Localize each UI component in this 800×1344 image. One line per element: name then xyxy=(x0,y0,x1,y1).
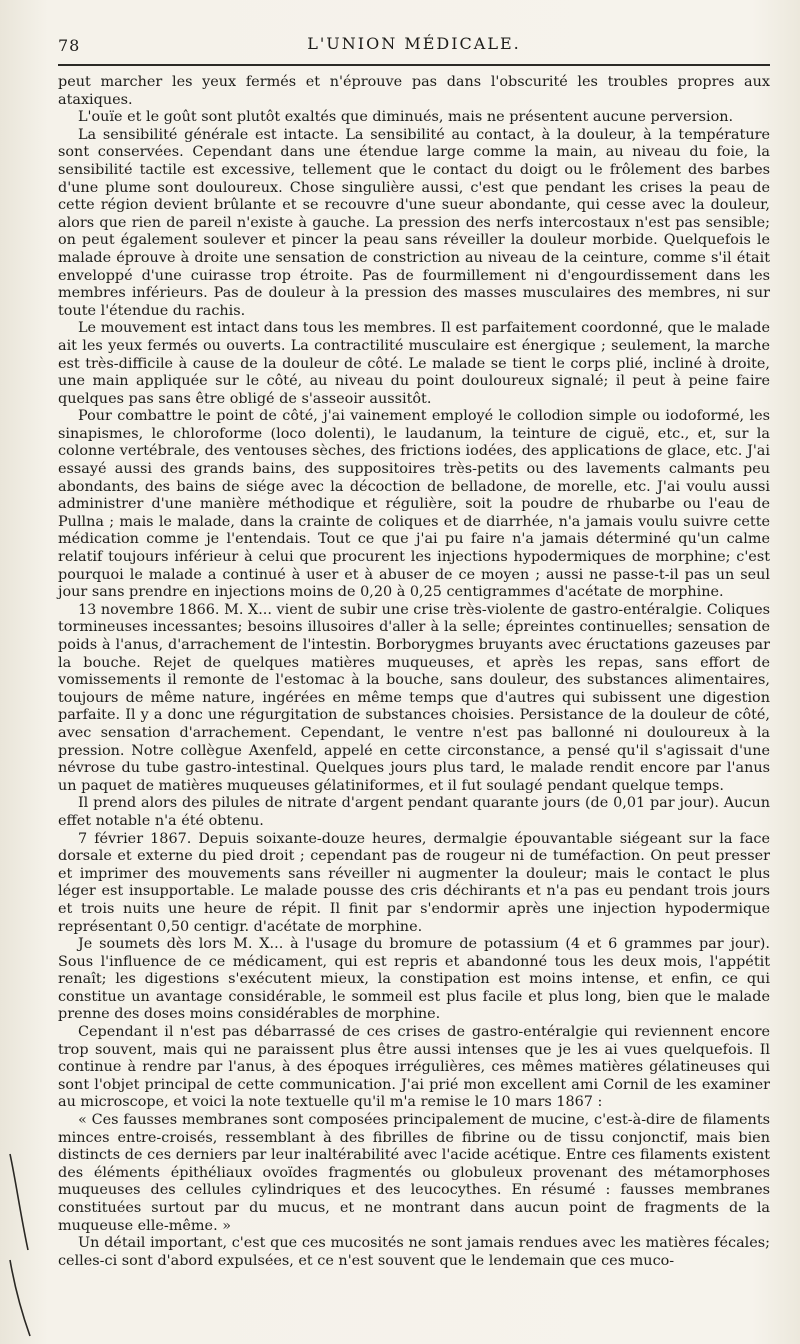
paragraph-treatment: Pour combattre le point de côté, j'ai vainement employé le collodion simple ou iodoformé, les sinapismes, le chloroforme (loco dolenti), le laudanum, la teinture de ciguë, etc., et, sur la colonne vertébrale, des ventouses sèches, des frictions iodées, des applications de glace, etc. J'ai essayé aussi des grands bains, des suppositoires très-petits ou des lavements calmants peu abondants, des bains de siége avec la décoction de belladone, de morelle, etc. J'ai voulu aussi administrer d'une manière méthodique et régulière, soit la poudre de rhubarbe ou l'eau de Pullna ; mais le malade, dans la crainte de coliques et de diarrhée, n'a jamais voulu suivre cette médication comme je l'entendais. Tout ce que j'ai pu faire n'a jamais déterminé qu'un calme relatif toujours inférieur à celui que procurent les injections hypodermiques de morphine; c'est pourquoi le malade a continué à user et à abuser de ce moyen ; aussi ne passe-t-il pas un seul jour sans prendre en injections moins de 0,20 à 0,25 centigrammes d'acétate de morphine. xyxy=(58,408,770,601)
paragraph-sensibility: La sensibilité générale est intacte. La sensibilité au contact, à la douleur, à la température sont conservées. Cependant dans une étendue large comme la main, au niveau du foie, la sensibilité tactile est excessive, tellement que le contact du doigt ou le frôlement des barbes d'une plume sont douloureux. Chose singulière aussi, c'est que pendant les crises la peau de cette région devient brûlante et se recouvre d'une sueur abondante, qui cesse avec la douleur, alors que rien de pareil n'existe à gauche. La pression des nerfs intercostaux n'est pas sensible; on peut également soulever et pincer la peau sans réveiller la douleur morbide. Quelquefois le malade éprouve à droite une sensation de constriction au niveau de la ceinture, comme s'il était enveloppé d'une cuirasse trop étroite. Pas de fourmillement ni d'engourdissement dans les membres inférieurs. Pas de douleur à la pression des masses musculaires des membres, ni sur toute l'étendue du rachis. xyxy=(58,126,770,319)
margin-pencil-mark-upper xyxy=(6,1152,36,1252)
paragraph-microscope-note: « Ces fausses membranes sont composées principalement de mucine, c'est-à-dire de filaments minces entre-croisés, ressemblant à des fibrilles de fibrine ou de tissu conjonctif, mais bien distincts de ces derniers par leur inaltérabilité avec l'acide acétique. Entre ces filaments existent des éléments épithéliaux ovoïdes fragmentés ou globuleux provenant des métamorphoses muqueuses des cellules cylindriques et des leucocythes. En résumé : fausses membranes constituées surtout par du mucus, et ne montrant dans aucun point de fragments de la muqueuse elle-même. » xyxy=(58,1112,770,1234)
paragraph-mucosities: Un détail important, c'est que ces mucosités ne sont jamais rendues avec les matières fécales; celles-ci sont d'abord expulsées, et ce n'est souvent que le lendemain que ces muco- xyxy=(58,1235,770,1269)
paragraph-movement: Le mouvement est intact dans tous les membres. Il est parfaitement coordonné, que le malade ait les yeux fermés ou ouverts. La contractilité musculaire est énergique ; seulement, la marche est très-difficile à cause de la douleur de côté. Le malade se tient le corps plié, incliné à droite, une main appliquée sur le côté, au niveau du point douloureux signalé; il peut à peine faire quelques pas sans être obligé de s'asseoir aussitôt. xyxy=(58,320,770,407)
paragraph-cornil: Cependant il n'est pas débarrassé de ces crises de gastro-entéralgie qui reviennent encore trop souvent, mais qui ne paraissent plus être aussi intenses que je les ai vues quelquefois. Il continue à rendre par l'anus, à des époques irrégulières, ces mêmes matières gélatineuses qui sont l'objet principal de cette communication. J'ai prié mon excellent ami Cornil de les examiner au microscope, et voici la note textuelle qu'il m'a remise le 10 mars 1867 : xyxy=(58,1024,770,1111)
paragraph-hearing-taste: L'ouïe et le goût sont plutôt exaltés que diminués, mais ne présentent aucune perversion. xyxy=(78,109,734,126)
page-header xyxy=(58,28,770,62)
paragraph-13-november: 13 novembre 1866. M. X... vient de subir une crise très-violente de gastro-entéralgie. Coliques tormineuses incessantes; besoins illusoires d'aller à la selle; épreintes continuelles; sensation de poids à l'anus, d'arrachement de l'intestin. Borborygmes bruyants avec éructations gazeuses par la bouche. Rejet de quelques matières muqueuses, et après les repas, sans effort de vomissements il remonte de l'estomac à la bouche, sans douleur, des substances alimentaires, toujours de même nature, ingérées en même temps que d'autres qui subissent une digestion parfaite. Il y a donc une régurgitation de substances choisies. Persistance de la douleur de côté, avec sensation d'arrachement. Cependant, le ventre n'est pas ballonné ni douloureux à la pression. Notre collègue Axenfeld, appelé en cette circonstance, a pensé qu'il s'agissait d'une névrose du tube gastro-intestinal. Quelques jours plus tard, le malade rendit encore par l'anus un paquet de matières muqueuses gélatiniformes, et il fut soulagé pendant quelque temps. xyxy=(58,601,770,794)
paragraph-ataxia: peut marcher les yeux fermés et n'éprouve pas dans l'obscurité les troubles propres aux ataxiques. xyxy=(58,74,770,108)
paragraph-bromide: Je soumets dès lors M. X... à l'usage du bromure de potassium (4 et 6 grammes par jour). Sous l'influence de ce médicament, qui est repris et abandonné tous les deux mois, l'appétit renaît; les digestions s'exécutent mieux, la constipation est moins intense, et enfin, ce qui constitue un avantage considérable, le sommeil est plus facile et plus long, bien que le malade prenne des doses moins considérables de morphine. xyxy=(58,936,770,1023)
page-number: 78 xyxy=(58,36,81,55)
margin-pencil-mark-lower xyxy=(6,1258,36,1338)
paragraph-silver-nitrate: Il prend alors des pilules de nitrate d'argent pendant quarante jours (de 0,01 par jour). Aucun effet notable n'a été obtenu. xyxy=(58,795,770,829)
header-rule xyxy=(58,64,770,66)
running-title: L'UNION MÉDICALE. xyxy=(307,34,521,53)
article-body xyxy=(58,74,770,1270)
paragraph-7-february: 7 février 1867. Depuis soixante-douze heures, dermalgie épouvantable siégeant sur la face dorsale et externe du pied droit ; cependant pas de rougeur ni de tuméfaction. On peut presser et imprimer des mouvements sans réveiller ni augmenter la douleur; mais le contact le plus léger est insupportable. Le malade pousse des cris déchirants et n'a pas eu pendant trois jours et trois nuits une heure de répit. Il finit par s'endormir après une injection hypodermique représentant 0,50 centigr. d'acétate de morphine. xyxy=(58,830,770,935)
